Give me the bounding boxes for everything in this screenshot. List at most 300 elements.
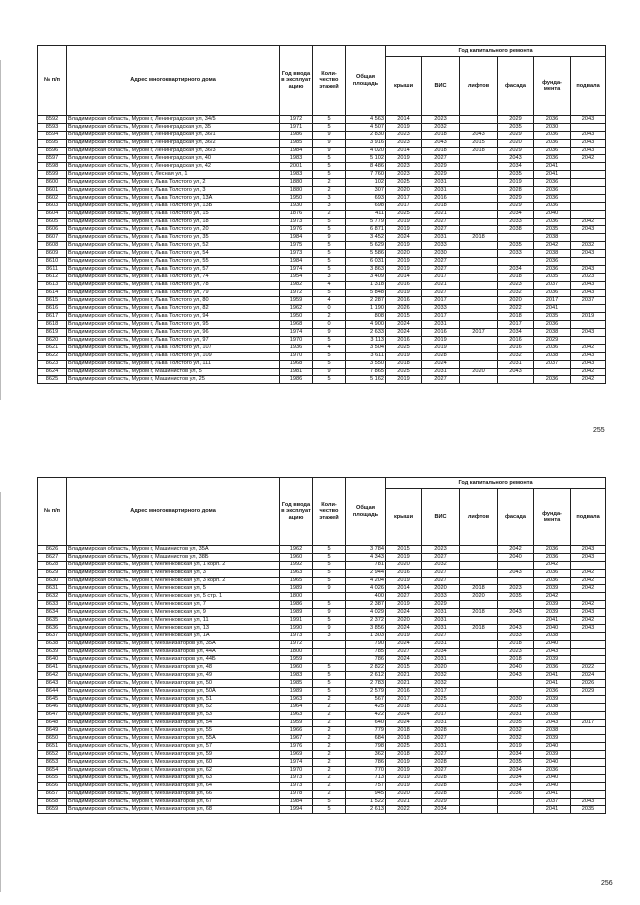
header-facade: фасада (498, 57, 534, 116)
cell-vis-year: 2027 (422, 577, 460, 585)
table-row (38, 139, 606, 147)
cell-address: Владимирская область, Муром г, Механизаторов ул, 54 (67, 719, 280, 727)
cell-address: Владимирская область, Муром г, Меленковская ул, 9 (67, 609, 280, 617)
table-row (38, 782, 606, 790)
table-row (38, 664, 606, 672)
cell-floors: 5 (313, 806, 346, 814)
cell-lift-year: 2018 (460, 609, 498, 617)
cell-total-area: 4 563 (346, 116, 386, 124)
cell-facade-year: 2034 (498, 766, 534, 774)
cell-year-built: 1984 (280, 798, 313, 806)
table-row (38, 774, 606, 782)
cell-floors: 2 (313, 187, 346, 195)
cell-basement-year: 2043 (571, 624, 606, 632)
cell-floors (313, 640, 346, 648)
cell-foundation-year: 2040 (534, 782, 571, 790)
cell-row-number: 8637 (38, 632, 67, 640)
cell-floors: 4 (313, 297, 346, 305)
cell-roof-year: 2019 (386, 632, 422, 640)
cell-total-area: 4 343 (346, 553, 386, 561)
cell-row-number: 8603 (38, 202, 67, 210)
cell-foundation-year: 2036 (534, 116, 571, 124)
cell-address: Владимирская область, Муром г, Льва Толстого ул, 18 (67, 218, 280, 226)
cell-year-built: 1970 (280, 352, 313, 360)
cell-roof-year: 2014 (386, 585, 422, 593)
header-foundation: фунда-мента (534, 489, 571, 546)
cell-row-number: 8618 (38, 321, 67, 329)
cell-lift-year (460, 759, 498, 767)
cell-basement-year: 2024 (571, 672, 606, 680)
cell-roof-year: 2020 (386, 561, 422, 569)
cell-year-built: 1986 (280, 131, 313, 139)
cell-year-built: 1973 (280, 632, 313, 640)
cell-vis-year: 2027 (422, 218, 460, 226)
cell-address: Владимирская область, Муром г, Машинистов ул, 5 (67, 368, 280, 376)
cell-foundation-year: 2036 (534, 187, 571, 195)
cell-year-built: 1984 (280, 147, 313, 155)
cell-foundation-year: 2041 (534, 163, 571, 171)
cell-vis-year: 2020 (422, 664, 460, 672)
cell-year-built: 1972 (280, 640, 313, 648)
cell-roof-year: 2021 (386, 798, 422, 806)
cell-vis-year: 2031 (422, 617, 460, 625)
table-row (38, 806, 606, 814)
cell-year-built: 1967 (280, 735, 313, 743)
cell-year-built: 1800 (280, 593, 313, 601)
cell-vis-year: 2031 (422, 234, 460, 242)
cell-row-number: 8598 (38, 163, 67, 171)
cell-total-area: 684 (346, 735, 386, 743)
cell-vis-year: 2027 (422, 632, 460, 640)
cell-row-number: 8621 (38, 344, 67, 352)
cell-roof-year: 2024 (386, 711, 422, 719)
cell-total-area: 2 613 (346, 806, 386, 814)
cell-address: Владимирская область, Муром г, Ленинградская ул, 34/5 (67, 116, 280, 124)
cell-year-built: 1989 (280, 609, 313, 617)
table-row (38, 297, 606, 305)
cell-address: Владимирская область, Муром г, Механизаторов ул, 48 (67, 664, 280, 672)
cell-roof-year: 2024 (386, 656, 422, 664)
cell-total-area: 785 (346, 648, 386, 656)
table-row (38, 719, 606, 727)
cell-total-area: 3 611 (346, 352, 386, 360)
cell-roof-year: 2018 (386, 703, 422, 711)
cell-roof-year: 2018 (386, 751, 422, 759)
cell-foundation-year: 2035 (534, 226, 571, 234)
page-number: 255 (593, 427, 605, 434)
cell-facade-year: 2035 (498, 719, 534, 727)
cell-vis-year: 2028 (422, 782, 460, 790)
header-vis: ВИС (422, 489, 460, 546)
cell-address: Владимирская область, Муром г, Механизаторов ул, 60 (67, 759, 280, 767)
cell-lift-year (460, 561, 498, 569)
cell-total-area: 362 (346, 751, 386, 759)
cell-vis-year: 2031 (422, 703, 460, 711)
cell-row-number: 8656 (38, 782, 67, 790)
cell-basement-year (571, 194, 606, 202)
cell-address: Владимирская область, Муром г, Механизаторов ул, 64 (67, 782, 280, 790)
cell-foundation-year: 2037 (534, 281, 571, 289)
cell-floors: 9 (313, 624, 346, 632)
cell-year-built: 1963 (280, 569, 313, 577)
cell-total-area: 425 (346, 703, 386, 711)
cell-row-number: 8655 (38, 774, 67, 782)
cell-roof-year: 2023 (386, 131, 422, 139)
cell-address: Владимирская область, Муром г, Механизаторов ул, 53 (67, 711, 280, 719)
cell-row-number: 8631 (38, 585, 67, 593)
table-row (38, 360, 606, 368)
cell-total-area: 786 (346, 656, 386, 664)
cell-facade-year: 2043 (498, 569, 534, 577)
cell-year-built: 1985 (280, 680, 313, 688)
cell-basement-year: 2042 (571, 585, 606, 593)
cell-total-area: 1 303 (346, 632, 386, 640)
cell-total-area: 3 504 (346, 344, 386, 352)
table-body (38, 116, 606, 384)
cell-lift-year (460, 360, 498, 368)
cell-vis-year: 2018 (422, 202, 460, 210)
cell-floors: 2 (313, 782, 346, 790)
cell-facade-year (498, 680, 534, 688)
cell-vis-year: 2032 (422, 672, 460, 680)
cell-foundation-year: 2039 (534, 609, 571, 617)
cell-roof-year: 2014 (386, 116, 422, 124)
cell-lift-year (460, 774, 498, 782)
cell-address: Владимирская область, Муром г, Льва Толстого ул, 82 (67, 305, 280, 313)
cell-year-built: 1970 (280, 766, 313, 774)
cell-floors: 5 (313, 680, 346, 688)
cell-facade-year: 2035 (498, 123, 534, 131)
cell-vis-year: 2027 (422, 289, 460, 297)
cell-year-built: 1983 (280, 155, 313, 163)
cell-lift-year (460, 766, 498, 774)
cell-row-number: 8658 (38, 798, 67, 806)
cell-row-number: 8647 (38, 711, 67, 719)
header-repair-group: Год капитального ремонта (386, 478, 606, 489)
cell-vis-year: 2031 (422, 187, 460, 195)
cell-year-built: 1973 (280, 774, 313, 782)
cell-lift-year (460, 806, 498, 814)
table-row (38, 624, 606, 632)
cell-year-built: 1963 (280, 695, 313, 703)
cell-total-area: 5 629 (346, 242, 386, 250)
cell-basement-year (571, 187, 606, 195)
cell-address: Владимирская область, Муром г, Льва Толстого ул, 97 (67, 336, 280, 344)
cell-address: Владимирская область, Муром г, Машинистов ул, 38Б (67, 553, 280, 561)
cell-vis-year: 2028 (422, 727, 460, 735)
cell-year-built: 1954 (280, 273, 313, 281)
cell-address: Владимирская область, Муром г, Меленковская ул, 13 (67, 624, 280, 632)
cell-floors: 5 (313, 553, 346, 561)
cell-roof-year: 2020 (386, 187, 422, 195)
cell-total-area: 4 026 (346, 585, 386, 593)
cell-floors: 3 (313, 632, 346, 640)
cell-floors: 2 (313, 703, 346, 711)
cell-address: Владимирская область, Муром г, Меленковская ул, 5 стр. 1 (67, 593, 280, 601)
cell-year-built: 1950 (280, 313, 313, 321)
cell-basement-year: 2043 (571, 352, 606, 360)
cell-facade-year: 2043 (498, 368, 534, 376)
cell-total-area: 6 031 (346, 258, 386, 266)
cell-vis-year: 2017 (422, 313, 460, 321)
header-lift: лифтов (460, 57, 498, 116)
cell-foundation-year: 2036 (534, 688, 571, 696)
cell-lift-year (460, 727, 498, 735)
cell-year-built: 1972 (280, 116, 313, 124)
cell-basement-year (571, 727, 606, 735)
cell-facade-year (498, 688, 534, 696)
cell-total-area: 400 (346, 593, 386, 601)
cell-row-number: 8593 (38, 123, 67, 131)
cell-basement-year: 2017 (571, 719, 606, 727)
cell-year-built: 1984 (280, 234, 313, 242)
cell-row-number: 8622 (38, 352, 67, 360)
table-row (38, 155, 606, 163)
cell-basement-year (571, 305, 606, 313)
cell-address: Владимирская область, Муром г, Механизаторов ул, 68 (67, 806, 280, 814)
cell-row-number: 8626 (38, 546, 67, 554)
cell-row-number: 8639 (38, 648, 67, 656)
cell-basement-year (571, 179, 606, 187)
cell-floors: 5 (313, 569, 346, 577)
cell-lift-year (460, 656, 498, 664)
cell-floors: 9 (313, 609, 346, 617)
cell-foundation-year: 2036 (534, 569, 571, 577)
cell-lift-year (460, 336, 498, 344)
cell-vis-year: 2031 (422, 656, 460, 664)
cell-lift-year: 2020 (460, 593, 498, 601)
cell-lift-year (460, 155, 498, 163)
cell-lift-year (460, 289, 498, 297)
cell-foundation-year: 2041 (534, 680, 571, 688)
table-row (38, 329, 606, 337)
cell-year-built: 1985 (280, 139, 313, 147)
cell-foundation-year: 2035 (534, 313, 571, 321)
table-row (38, 123, 606, 131)
table-row (38, 593, 606, 601)
cell-floors: 5 (313, 577, 346, 585)
cell-foundation-year: 2036 (534, 218, 571, 226)
cell-row-number: 8606 (38, 226, 67, 234)
table-row (38, 273, 606, 281)
cell-row-number: 8597 (38, 155, 67, 163)
cell-row-number: 8609 (38, 250, 67, 258)
cell-facade-year: 2018 (498, 656, 534, 664)
cell-vis-year: 2016 (422, 194, 460, 202)
scan-edge (0, 492, 1, 892)
cell-row-number: 8624 (38, 368, 67, 376)
cell-basement-year: 2043 (571, 265, 606, 273)
cell-basement-year: 2042 (571, 601, 606, 609)
cell-foundation-year: 2043 (534, 648, 571, 656)
cell-facade-year: 2033 (498, 218, 534, 226)
cell-row-number: 8630 (38, 577, 67, 585)
cell-facade-year: 2017 (498, 321, 534, 329)
cell-basement-year: 2043 (571, 147, 606, 155)
cell-floors: 2 (313, 751, 346, 759)
cell-total-area: 786 (346, 759, 386, 767)
cell-total-area: 779 (346, 727, 386, 735)
cell-basement-year: 2042 (571, 617, 606, 625)
header-year: Год ввода в эксплуат ацию (280, 478, 313, 546)
cell-year-built: 1962 (280, 305, 313, 313)
cell-floors: 0 (313, 321, 346, 329)
table-row (38, 171, 606, 179)
cell-vis-year: 2027 (422, 155, 460, 163)
cell-row-number: 8632 (38, 593, 67, 601)
cell-roof-year: 2024 (386, 624, 422, 632)
cell-vis-year: 2034 (422, 806, 460, 814)
cell-basement-year: 2042 (571, 344, 606, 352)
cell-year-built: 1970 (280, 336, 313, 344)
cell-foundation-year: 2036 (534, 577, 571, 585)
cell-total-area: 1 190 (346, 305, 386, 313)
cell-roof-year: 2018 (386, 735, 422, 743)
document-page-256 (0, 452, 640, 905)
cell-facade-year: 2023 (498, 281, 534, 289)
cell-vis-year: 2029 (422, 163, 460, 171)
cell-roof-year: 2024 (386, 329, 422, 337)
header-floors: Коли-чество этажей (313, 46, 346, 116)
cell-floors: 5 (313, 546, 346, 554)
cell-vis-year: 2031 (422, 368, 460, 376)
cell-address: Владимирская область, Муром г, Ленинградская ул, 36/2 (67, 139, 280, 147)
cell-basement-year: 2043 (571, 226, 606, 234)
cell-row-number: 8607 (38, 234, 67, 242)
cell-floors: 4 (313, 281, 346, 289)
cell-foundation-year: 2017 (534, 297, 571, 305)
cell-facade-year: 2034 (498, 163, 534, 171)
cell-foundation-year: 2038 (534, 250, 571, 258)
cell-facade-year: 2029 (498, 202, 534, 210)
cell-floors: 5 (313, 360, 346, 368)
cell-roof-year: 2025 (386, 743, 422, 751)
cell-roof-year: 2019 (386, 553, 422, 561)
table-row (38, 250, 606, 258)
table-row (38, 790, 606, 798)
header-num: № п/п (38, 46, 67, 116)
cell-roof-year: 2023 (386, 139, 422, 147)
table-row (38, 585, 606, 593)
table-row (38, 680, 606, 688)
table-row (38, 751, 606, 759)
cell-foundation-year: 2040 (534, 759, 571, 767)
cell-row-number: 8610 (38, 258, 67, 266)
cell-lift-year: 2018 (460, 624, 498, 632)
cell-address: Владимирская область, Муром г, Льва Толстого ул, 35 (67, 234, 280, 242)
cell-basement-year: 2042 (571, 218, 606, 226)
table-row (38, 759, 606, 767)
cell-total-area: 3 863 (346, 265, 386, 273)
cell-year-built: 1973 (280, 250, 313, 258)
table-row (38, 131, 606, 139)
cell-roof-year: 2020 (386, 617, 422, 625)
cell-lift-year (460, 376, 498, 384)
cell-foundation-year: 2038 (534, 352, 571, 360)
cell-roof-year: 2017 (386, 202, 422, 210)
cell-facade-year (498, 601, 534, 609)
cell-address: Владимирская область, Муром г, Ленинградская ул, 36/3 (67, 147, 280, 155)
cell-facade-year: 2016 (498, 336, 534, 344)
cell-lift-year (460, 321, 498, 329)
cell-roof-year: 2019 (386, 577, 422, 585)
cell-row-number: 8608 (38, 242, 67, 250)
cell-facade-year (498, 798, 534, 806)
cell-facade-year: 2036 (498, 790, 534, 798)
cell-facade-year: 2033 (498, 250, 534, 258)
cell-year-built: 1973 (280, 782, 313, 790)
cell-basement-year (571, 593, 606, 601)
cell-facade-year: 2023 (498, 648, 534, 656)
cell-foundation-year: 2040 (534, 743, 571, 751)
cell-facade-year: 2034 (498, 265, 534, 273)
cell-floors: 2 (313, 179, 346, 187)
cell-facade-year: 2042 (498, 546, 534, 554)
cell-vis-year: 2043 (422, 139, 460, 147)
cell-foundation-year: 2038 (534, 329, 571, 337)
cell-foundation-year: 2036 (534, 344, 571, 352)
cell-row-number: 8616 (38, 305, 67, 313)
cell-floors: 9 (313, 368, 346, 376)
cell-year-built: 1986 (280, 376, 313, 384)
cell-address: Владимирская область, Муром г, Меленковская ул, 7 (67, 601, 280, 609)
cell-address: Владимирская область, Муром г, Меленковская ул, 11 (67, 617, 280, 625)
cell-total-area: 422 (346, 711, 386, 719)
cell-facade-year: 2031 (498, 711, 534, 719)
cell-address: Владимирская область, Муром г, Механизаторов ул, 52 (67, 703, 280, 711)
cell-facade-year: 2020 (498, 139, 534, 147)
cell-basement-year: 2029 (571, 688, 606, 696)
cell-total-area: 2 387 (346, 601, 386, 609)
cell-facade-year: 2029 (498, 131, 534, 139)
cell-lift-year (460, 553, 498, 561)
cell-address: Владимирская область, Муром г, Меленковская ул, 5 (67, 585, 280, 593)
cell-floors: 9 (313, 329, 346, 337)
cell-basement-year: 2042 (571, 376, 606, 384)
table-row (38, 234, 606, 242)
cell-foundation-year: 2042 (534, 242, 571, 250)
table-row (38, 265, 606, 273)
cell-year-built: 1966 (280, 727, 313, 735)
cell-year-built: 1989 (280, 585, 313, 593)
cell-basement-year (571, 210, 606, 218)
cell-foundation-year: 2041 (534, 305, 571, 313)
cell-row-number: 8625 (38, 376, 67, 384)
cell-vis-year: 2017 (422, 711, 460, 719)
cell-basement-year: 2037 (571, 297, 606, 305)
cell-year-built: 1975 (280, 242, 313, 250)
table-row (38, 242, 606, 250)
table-row (38, 703, 606, 711)
cell-year-built: 1973 (280, 218, 313, 226)
table-row (38, 672, 606, 680)
table-row (38, 617, 606, 625)
cell-row-number: 8643 (38, 680, 67, 688)
cell-facade-year: 2029 (498, 147, 534, 155)
cell-vis-year: 2030 (422, 250, 460, 258)
cell-basement-year (571, 656, 606, 664)
cell-total-area: 713 (346, 774, 386, 782)
cell-row-number: 8617 (38, 313, 67, 321)
cell-roof-year: 2016 (386, 297, 422, 305)
cell-year-built: 1880 (280, 187, 313, 195)
cell-roof-year: 2026 (386, 305, 422, 313)
cell-year-built: 1960 (280, 553, 313, 561)
cell-vis-year: 2031 (422, 624, 460, 632)
cell-foundation-year: 2037 (534, 360, 571, 368)
cell-lift-year (460, 116, 498, 124)
cell-floors: 2 (313, 743, 346, 751)
